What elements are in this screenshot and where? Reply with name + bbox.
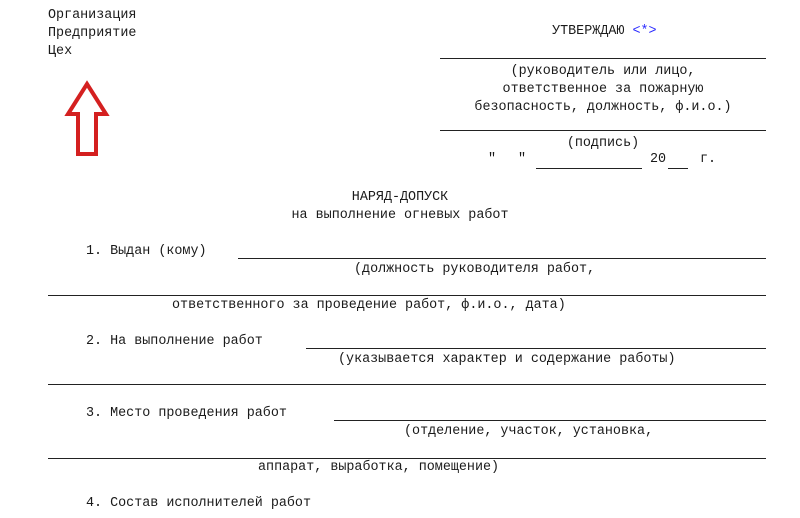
approve-heading <box>536 8 657 40</box>
item-1-caption-2: ответственного за проведение работ, ф.и.о., дата) <box>172 298 566 313</box>
item-3-field-line <box>334 420 766 421</box>
item-1-second-line <box>48 295 766 296</box>
item-3-label: 3. Место проведения работ <box>86 406 287 421</box>
up-arrow-icon <box>64 80 110 158</box>
date-year-prefix: 20 <box>650 152 667 167</box>
enterprise-label: Предприятие <box>48 26 137 41</box>
workshop-label: Цех <box>48 44 73 59</box>
approve-label: УТВЕРЖДАЮ <box>552 24 625 39</box>
item-4-label: 4. Состав исполнителей работ <box>86 496 311 511</box>
approver-caption-line-3: безопасность, должность, ф.и.о.) <box>474 100 732 115</box>
item-2-label: 2. На выполнение работ <box>86 334 263 349</box>
approver-signature-line <box>440 58 766 59</box>
item-1-field-line <box>238 258 766 259</box>
item-1-label: 1. Выдан (кому) <box>86 244 207 259</box>
date-quote-open: " <box>488 152 497 167</box>
item-2-field-line <box>306 348 766 349</box>
date-year-suffix: г. <box>700 152 717 167</box>
item-3-second-line <box>48 458 766 459</box>
approve-footnote-link[interactable]: <*> <box>632 24 657 39</box>
document-subtitle: на выполнение огневых работ <box>291 208 509 223</box>
organization-label: Организация <box>48 8 137 23</box>
approver-caption-line-2: ответственное за пожарную <box>502 82 704 97</box>
item-3-caption-2: аппарат, выработка, помещение) <box>258 460 500 475</box>
item-1-caption-1: (должность руководителя работ, <box>354 262 596 277</box>
signature-caption: (подпись) <box>566 136 640 151</box>
approver-caption-line-1: (руководитель или лицо, <box>510 64 696 79</box>
item-2-caption-1: (указывается характер и содержание работы) <box>338 352 676 367</box>
date-month-line <box>536 168 642 169</box>
date-year-line <box>668 168 688 169</box>
date-quote-close: " <box>518 152 527 167</box>
item-2-second-line <box>48 384 766 385</box>
document-title: НАРЯД-ДОПУСК <box>351 190 449 205</box>
item-3-caption-1: (отделение, участок, установка, <box>404 424 654 439</box>
signature-line <box>440 130 766 131</box>
